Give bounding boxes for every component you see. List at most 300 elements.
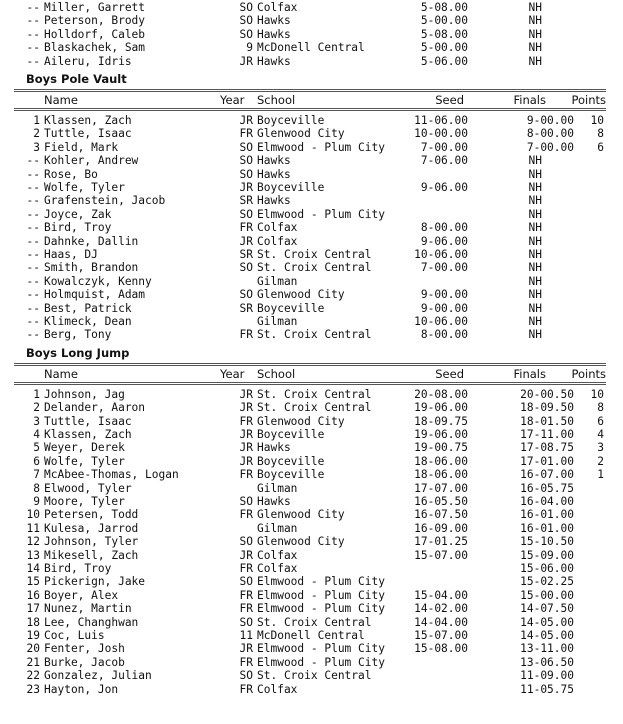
year: SR <box>239 248 253 261</box>
seed-mark: 16-07.50 <box>414 508 468 522</box>
athlete-name: Haas, DJ <box>44 248 98 261</box>
result-row <box>0 642 623 655</box>
school: Hawks <box>257 154 291 168</box>
finals-mark: 13-06.50 <box>520 655 574 669</box>
athlete-name: Moore, Tyler <box>44 495 125 508</box>
place: 13 <box>26 548 40 562</box>
place: 8 <box>33 481 40 495</box>
result-row <box>0 455 623 468</box>
seed-mark: 5-08.00 <box>420 1 468 14</box>
place: -- <box>26 301 40 315</box>
year: FR <box>239 682 253 696</box>
result-row <box>0 55 623 68</box>
place: -- <box>26 54 40 68</box>
school: Glenwood City <box>257 414 345 428</box>
result-row <box>0 589 623 602</box>
school: Colfax <box>257 682 298 696</box>
place: 7 <box>33 468 40 482</box>
result-row <box>0 208 623 221</box>
finals-mark: 20-00.50 <box>520 387 574 401</box>
year: SO <box>239 615 253 629</box>
year: JR <box>239 181 253 194</box>
seed-mark: 7-00.00 <box>420 261 468 275</box>
result-row <box>0 562 623 575</box>
school: Colfax <box>257 234 298 248</box>
school: St. Croix Central <box>257 387 372 401</box>
place: 15 <box>26 575 40 589</box>
athlete-name: Aileru, Idris <box>44 54 132 68</box>
seed-mark: 11-06.00 <box>414 114 468 127</box>
header-seed: Seed <box>435 93 464 107</box>
finals-mark: 16-04.00 <box>520 495 574 508</box>
header-points: Points <box>571 366 606 381</box>
place: 4 <box>33 428 40 441</box>
year: SR <box>239 194 253 208</box>
finals-mark: NH <box>528 207 542 221</box>
header-finals: Finals <box>513 93 546 107</box>
year: SO <box>239 669 253 683</box>
place: 19 <box>26 629 40 642</box>
school: Colfax <box>257 548 298 562</box>
place: 17 <box>26 602 40 616</box>
header-rule <box>14 89 606 92</box>
result-row <box>0 181 623 194</box>
athlete-name: Joyce, Zak <box>44 207 112 221</box>
athlete-name: Wolfe, Tyler <box>44 181 125 194</box>
place: 9 <box>33 495 40 508</box>
seed-mark: 17-07.00 <box>414 481 468 495</box>
result-row <box>0 154 623 167</box>
finals-mark: NH <box>528 181 542 194</box>
place: 12 <box>26 535 40 549</box>
athlete-name: Fenter, Josh <box>44 642 125 656</box>
result-row <box>0 1 623 14</box>
school: St. Croix Central <box>257 615 372 629</box>
finals-mark: 14-05.00 <box>520 615 574 629</box>
athlete-name: Johnson, Jag <box>44 387 125 401</box>
header-finals: Finals <box>513 366 546 381</box>
year: JR <box>239 441 253 455</box>
header-school: School <box>257 93 296 107</box>
year: SO <box>239 207 253 221</box>
school: Boyceville <box>257 181 325 194</box>
school: McDonell Central <box>257 629 365 642</box>
place: -- <box>26 41 40 55</box>
seed-mark: 20-08.00 <box>414 387 468 401</box>
finals-mark: NH <box>528 27 542 41</box>
place: 21 <box>26 655 40 669</box>
year: SO <box>239 27 253 41</box>
year: FR <box>239 127 253 141</box>
athlete-name: Best, Patrick <box>44 301 132 315</box>
result-row <box>0 575 623 588</box>
school: Gilman <box>257 315 298 328</box>
result-row <box>0 248 623 261</box>
school: St. Croix Central <box>257 669 372 683</box>
school: Glenwood City <box>257 127 345 141</box>
school: Elmwood - Plum City <box>257 642 385 656</box>
athlete-name: Mikesell, Zach <box>44 548 139 562</box>
year: JR <box>239 114 253 127</box>
athlete-name: Klimeck, Dean <box>44 315 132 328</box>
school: Boyceville <box>257 428 325 441</box>
year: JR <box>239 54 253 68</box>
school: St. Croix Central <box>257 248 372 261</box>
result-row <box>0 508 623 521</box>
finals-mark: NH <box>528 41 542 55</box>
result-row <box>0 616 623 629</box>
result-row <box>0 114 623 127</box>
header-school: School <box>257 366 296 381</box>
header-points: Points <box>571 93 606 107</box>
seed-mark: 18-06.00 <box>414 468 468 482</box>
athlete-name: Bird, Troy <box>44 562 112 575</box>
finals-mark: 17-01.00 <box>520 454 574 468</box>
school: Gilman <box>257 274 298 288</box>
place: 6 <box>33 454 40 468</box>
result-row <box>0 522 623 535</box>
result-row <box>0 388 623 401</box>
finals-mark: 15-02.25 <box>520 575 574 589</box>
school: St. Croix Central <box>257 401 372 415</box>
athlete-name: Bird, Troy <box>44 221 112 235</box>
points: 2 <box>597 454 604 468</box>
year: SO <box>239 261 253 275</box>
school: Boyceville <box>257 301 325 315</box>
year: SO <box>239 575 253 589</box>
table-header <box>0 367 623 382</box>
athlete-name: Nunez, Martin <box>44 602 132 616</box>
place: 23 <box>26 682 40 696</box>
year: FR <box>239 468 253 482</box>
school: St. Croix Central <box>257 261 372 275</box>
event-title: Boys Long Jump <box>26 345 130 360</box>
result-row <box>0 168 623 181</box>
header-rule <box>14 108 606 111</box>
athlete-name: Peterson, Brody <box>44 14 146 28</box>
place: 14 <box>26 562 40 575</box>
finals-mark: NH <box>528 221 542 235</box>
athlete-name: Field, Mark <box>44 140 119 154</box>
seed-mark: 10-00.00 <box>414 127 468 141</box>
finals-mark: NH <box>528 315 542 328</box>
athlete-name: Tuttle, Isaac <box>44 127 132 141</box>
athlete-name: Miller, Garrett <box>44 1 146 14</box>
seed-mark: 7-06.00 <box>420 154 468 168</box>
finals-mark: 7-00.00 <box>526 140 574 154</box>
header-rule <box>14 382 606 385</box>
points: 3 <box>597 441 604 455</box>
athlete-name: Blaskachek, Sam <box>44 41 146 55</box>
seed-mark: 14-04.00 <box>414 615 468 629</box>
finals-mark: NH <box>528 261 542 275</box>
athlete-name: Holldorf, Caleb <box>44 27 146 41</box>
school: Glenwood City <box>257 508 345 522</box>
table-header <box>0 93 623 108</box>
finals-mark: 14-05.00 <box>520 629 574 642</box>
finals-mark: NH <box>528 328 542 342</box>
points: 6 <box>597 140 604 154</box>
seed-mark: 18-09.75 <box>414 414 468 428</box>
athlete-name: Hayton, Jon <box>44 682 119 696</box>
athlete-name: Boyer, Alex <box>44 588 119 602</box>
finals-mark: NH <box>528 274 542 288</box>
school: Glenwood City <box>257 288 345 302</box>
place: 2 <box>33 401 40 415</box>
place: -- <box>26 167 40 181</box>
header-year: Year <box>220 366 245 381</box>
finals-mark: NH <box>528 14 542 28</box>
finals-mark: 11-09.00 <box>520 669 574 683</box>
year: SO <box>239 154 253 168</box>
year: SR <box>239 301 253 315</box>
place: -- <box>26 288 40 302</box>
place: 16 <box>26 588 40 602</box>
result-row <box>0 401 623 414</box>
school: Glenwood City <box>257 535 345 549</box>
school: Elmwood - Plum City <box>257 207 385 221</box>
athlete-name: Elwood, Tyler <box>44 481 132 495</box>
athlete-name: Smith, Brandon <box>44 261 139 275</box>
finals-mark: 18-01.50 <box>520 414 574 428</box>
result-row <box>0 141 623 154</box>
place: 22 <box>26 669 40 683</box>
finals-mark: NH <box>528 154 542 168</box>
athlete-name: Klassen, Zach <box>44 428 132 441</box>
school: McDonell Central <box>257 41 365 55</box>
result-row <box>0 28 623 41</box>
school: Hawks <box>257 441 291 455</box>
seed-mark: 19-00.75 <box>414 441 468 455</box>
result-row <box>0 535 623 548</box>
year: JR <box>239 234 253 248</box>
school: Elmwood - Plum City <box>257 140 385 154</box>
place: -- <box>26 14 40 28</box>
school: Hawks <box>257 167 291 181</box>
year: SO <box>239 140 253 154</box>
athlete-name: Kohler, Andrew <box>44 154 139 168</box>
athlete-name: Holmquist, Adam <box>44 288 146 302</box>
points: 1 <box>597 468 604 482</box>
result-row <box>0 468 623 481</box>
year: JR <box>239 387 253 401</box>
athlete-name: Coc, Luis <box>44 629 105 642</box>
seed-mark: 8-00.00 <box>420 221 468 235</box>
finals-mark: NH <box>528 54 542 68</box>
result-row <box>0 602 623 615</box>
year: FR <box>239 562 253 575</box>
seed-mark: 15-04.00 <box>414 588 468 602</box>
place: 20 <box>26 642 40 656</box>
seed-mark: 15-07.00 <box>414 548 468 562</box>
finals-mark: 13-11.00 <box>520 642 574 656</box>
seed-mark: 9-00.00 <box>420 301 468 315</box>
place: 3 <box>33 414 40 428</box>
year: JR <box>239 454 253 468</box>
seed-mark: 16-09.00 <box>414 521 468 535</box>
result-row <box>0 328 623 341</box>
finals-mark: 16-01.00 <box>520 508 574 522</box>
finals-mark: 15-10.50 <box>520 535 574 549</box>
athlete-name: Kulesa, Jarrod <box>44 521 139 535</box>
school: Boyceville <box>257 114 325 127</box>
school: Boyceville <box>257 454 325 468</box>
result-row <box>0 683 623 696</box>
result-row <box>0 127 623 140</box>
seed-mark: 5-00.00 <box>420 14 468 28</box>
school: Gilman <box>257 481 298 495</box>
place: -- <box>26 328 40 342</box>
seed-mark: 10-06.00 <box>414 315 468 328</box>
place: -- <box>26 27 40 41</box>
seed-mark: 9-00.00 <box>420 288 468 302</box>
place: -- <box>26 248 40 261</box>
athlete-name: Petersen, Todd <box>44 508 139 522</box>
finals-mark: NH <box>528 167 542 181</box>
result-row <box>0 495 623 508</box>
athlete-name: Klassen, Zach <box>44 114 132 127</box>
school: Colfax <box>257 1 298 14</box>
place: -- <box>26 234 40 248</box>
header-name: Name <box>44 366 78 381</box>
result-row <box>0 549 623 562</box>
place: 1 <box>33 387 40 401</box>
athlete-name: Johnson, Tyler <box>44 535 139 549</box>
result-row <box>0 629 623 642</box>
seed-mark: 5-08.00 <box>420 27 468 41</box>
place: -- <box>26 207 40 221</box>
athlete-name: Dahnke, Dallin <box>44 234 139 248</box>
finals-mark: NH <box>528 194 542 208</box>
place: 1 <box>33 114 40 127</box>
seed-mark: 15-08.00 <box>414 642 468 656</box>
finals-mark: NH <box>528 1 542 14</box>
seed-mark: 5-06.00 <box>420 54 468 68</box>
place: 2 <box>33 127 40 141</box>
year: SO <box>239 495 253 508</box>
school: Elmwood - Plum City <box>257 588 385 602</box>
year: 9 <box>246 41 253 55</box>
result-row <box>0 221 623 234</box>
seed-mark: 19-06.00 <box>414 401 468 415</box>
year: 11 <box>239 629 253 642</box>
points: 10 <box>590 114 604 127</box>
school: Colfax <box>257 221 298 235</box>
year: JR <box>239 548 253 562</box>
result-row <box>0 315 623 328</box>
year: FR <box>239 414 253 428</box>
year: FR <box>239 655 253 669</box>
finals-mark: NH <box>528 234 542 248</box>
event-title: Boys Pole Vault <box>26 72 127 86</box>
athlete-name: Gonzalez, Julian <box>44 669 152 683</box>
year: FR <box>239 328 253 342</box>
athlete-name: Wolfe, Tyler <box>44 454 125 468</box>
finals-mark: NH <box>528 248 542 261</box>
place: -- <box>26 154 40 168</box>
athlete-name: Pickerign, Jake <box>44 575 146 589</box>
finals-mark: 17-11.00 <box>520 428 574 441</box>
seed-mark: 9-06.00 <box>420 234 468 248</box>
place: 11 <box>26 521 40 535</box>
school: Elmwood - Plum City <box>257 575 385 589</box>
year: SO <box>239 14 253 28</box>
place: -- <box>26 315 40 328</box>
place: 3 <box>33 140 40 154</box>
header-name: Name <box>44 93 78 107</box>
seed-mark: 7-00.00 <box>420 140 468 154</box>
header-seed: Seed <box>435 366 464 381</box>
points: 10 <box>590 387 604 401</box>
finals-mark: 15-06.00 <box>520 562 574 575</box>
year: SO <box>239 1 253 14</box>
seed-mark: 17-01.25 <box>414 535 468 549</box>
athlete-name: Grafenstein, Jacob <box>44 194 166 208</box>
seed-mark: 14-02.00 <box>414 602 468 616</box>
athlete-name: Burke, Jacob <box>44 655 125 669</box>
school: Boyceville <box>257 468 325 482</box>
finals-mark: 9-00.00 <box>526 114 574 127</box>
athlete-name: Lee, Changhwan <box>44 615 139 629</box>
year: JR <box>239 428 253 441</box>
seed-mark: 19-06.00 <box>414 428 468 441</box>
school: Hawks <box>257 14 291 28</box>
result-row <box>0 261 623 274</box>
seed-mark: 16-05.50 <box>414 495 468 508</box>
school: Hawks <box>257 54 291 68</box>
school: Hawks <box>257 194 291 208</box>
athlete-name: Kowalczyk, Kenny <box>44 274 152 288</box>
athlete-name: Tuttle, Isaac <box>44 414 132 428</box>
school: Elmwood - Plum City <box>257 602 385 616</box>
finals-mark: 14-07.50 <box>520 602 574 616</box>
place: -- <box>26 181 40 194</box>
athlete-name: Delander, Aaron <box>44 401 146 415</box>
result-row <box>0 656 623 669</box>
school: Gilman <box>257 521 298 535</box>
finals-mark: 15-09.00 <box>520 548 574 562</box>
place: -- <box>26 261 40 275</box>
school: Colfax <box>257 562 298 575</box>
finals-mark: 15-00.00 <box>520 588 574 602</box>
year: FR <box>239 588 253 602</box>
finals-mark: 18-09.50 <box>520 401 574 415</box>
result-row <box>0 288 623 301</box>
year: SO <box>239 167 253 181</box>
result-row <box>0 302 623 315</box>
place: -- <box>26 221 40 235</box>
school: Hawks <box>257 495 291 508</box>
finals-mark: 16-01.00 <box>520 521 574 535</box>
year: FR <box>239 602 253 616</box>
athlete-name: Weyer, Derek <box>44 441 125 455</box>
seed-mark: 8-00.00 <box>420 328 468 342</box>
points: 8 <box>597 127 604 141</box>
points: 4 <box>597 428 604 441</box>
year: FR <box>239 221 253 235</box>
seed-mark: 10-06.00 <box>414 248 468 261</box>
seed-mark: 5-00.00 <box>420 41 468 55</box>
result-row <box>0 482 623 495</box>
place: 5 <box>33 441 40 455</box>
result-row <box>0 235 623 248</box>
header-year: Year <box>220 93 245 107</box>
points: 8 <box>597 401 604 415</box>
place: -- <box>26 1 40 14</box>
year: JR <box>239 642 253 656</box>
result-row <box>0 669 623 682</box>
result-row <box>0 41 623 54</box>
